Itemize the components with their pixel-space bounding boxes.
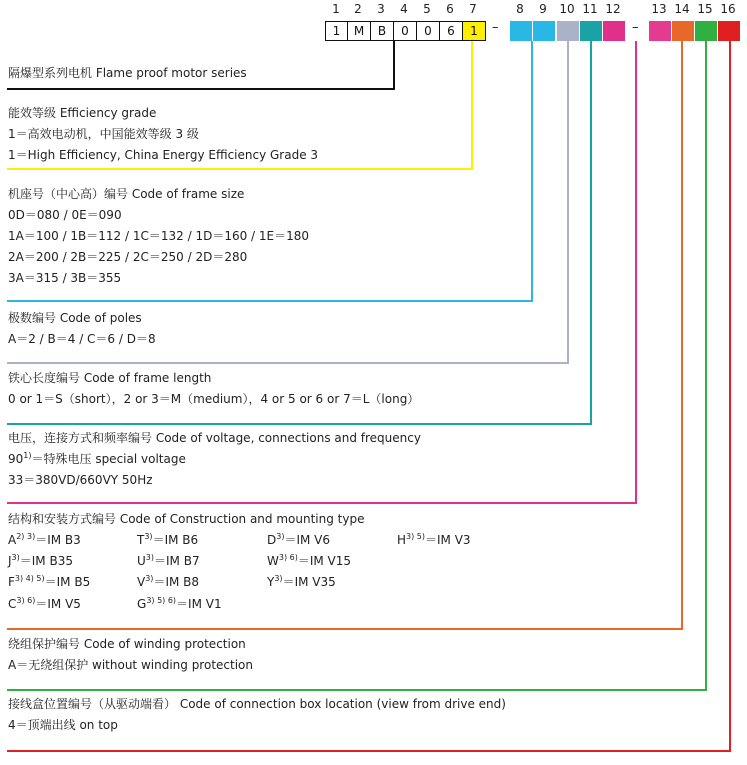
connection-box-line: 4＝顶端出线 on top <box>8 718 118 732</box>
frame-size-line: 1A＝100 / 1B＝112 / 1C＝132 / 1D＝160 / 1E＝180 <box>8 229 310 243</box>
code-box-5: 0 <box>416 21 440 41</box>
position-number-14: 14 <box>674 2 690 16</box>
code-box-3: B <box>370 21 394 41</box>
position-number-8: 8 <box>516 2 524 16</box>
mounting-item: $G^{3) 5) 6)}=IM$ V1 <box>137 596 222 611</box>
connector-voltage-horizontal <box>7 502 637 504</box>
code-box-11 <box>580 21 602 41</box>
frame-size-line: 2A＝200 / 2B＝225 / 2C＝250 / 2D＝280 <box>8 250 248 264</box>
position-number-12: 12 <box>605 2 621 16</box>
winding-title: 绕组保护编号 Code of winding protection <box>8 637 246 651</box>
mounting-item: $D^{3)}=IM$ V6 <box>267 532 331 547</box>
mounting-item: $A^{2) 3)}=IM$ B3 <box>8 532 81 547</box>
code-box-8 <box>510 21 532 41</box>
connector-poles-horizontal <box>7 362 569 364</box>
position-number-1: 1 <box>332 2 340 16</box>
position-number-2: 2 <box>354 2 362 16</box>
voltage-title: 电压，连接方式和频率编号 Code of voltage, connections and frequency <box>8 431 421 445</box>
connector-series-vertical <box>393 41 395 90</box>
code-box-6: 6 <box>439 21 463 41</box>
voltage-special-code: 90 <box>8 452 24 466</box>
position-number-5: 5 <box>423 2 431 16</box>
frame-length-title: 铁心长度编号 Code of frame length <box>8 371 212 385</box>
mounting-item: $F^{3) 4) 5)}=IM$ B5 <box>8 574 91 589</box>
connector-efficiency-horizontal <box>7 168 473 170</box>
frame-size-line: 0D＝080 / 0E＝090 <box>8 208 122 222</box>
dash-separator-2: – <box>632 20 639 35</box>
connector-frame-length-vertical <box>590 41 592 425</box>
position-number-16: 16 <box>720 2 736 16</box>
dash-separator-1: – <box>492 20 499 35</box>
code-box-2: M <box>347 21 371 41</box>
connection-box-title: 接线盒位置编号（从驱动端看） Code of connection box location (view from drive end) <box>8 697 506 711</box>
mounting-item: $Y^{3)}=IM$ V35 <box>267 574 336 589</box>
poles-title: 极数编号 Code of poles <box>8 311 142 325</box>
code-box-15 <box>695 21 717 41</box>
mounting-item: $C^{3) 6)}=IM$ V5 <box>8 596 81 611</box>
position-number-3: 3 <box>377 2 385 16</box>
code-box-16 <box>718 21 740 41</box>
position-number-6: 6 <box>446 2 454 16</box>
connector-winding-vertical <box>705 41 707 691</box>
mounting-item: $V^{3)}=IM$ B8 <box>137 574 200 589</box>
efficiency-line-en: 1＝High Efficiency, China Energy Efficiency Grade 3 <box>8 148 319 162</box>
connector-series-horizontal <box>7 88 395 90</box>
footnote-ref: 1) <box>23 451 32 460</box>
voltage-line: 33＝380VD/660VY 50Hz <box>8 473 153 487</box>
position-number-7: 7 <box>469 2 477 16</box>
mounting-title: 结构和安装方式编号 Code of Construction and mounting type <box>8 512 365 526</box>
code-box-7-efficiency: 1 <box>462 21 486 41</box>
position-number-9: 9 <box>539 2 547 16</box>
frame-size-line: 3A＝315 / 3B＝355 <box>8 271 122 285</box>
code-box-13 <box>649 21 671 41</box>
connector-connection-box-horizontal <box>7 750 731 752</box>
position-number-15: 15 <box>697 2 713 16</box>
connector-winding-horizontal <box>7 689 707 691</box>
code-box-12 <box>603 21 625 41</box>
efficiency-title: 能效等级 Efficiency grade <box>8 106 157 120</box>
connector-poles-vertical <box>567 41 569 364</box>
code-box-1: 1 <box>325 21 348 41</box>
code-box-14 <box>672 21 694 41</box>
position-number-4: 4 <box>400 2 408 16</box>
efficiency-line-cn: 1＝高效电动机，中国能效等级 3 级 <box>8 127 199 141</box>
connector-voltage-vertical <box>635 41 637 504</box>
voltage-special-text: ＝特殊电压 special voltage <box>31 452 186 466</box>
mounting-item: $H^{3) 5)}=IM$ V3 <box>397 532 471 547</box>
frame-size-title: 机座号（中心高）编号 Code of frame size <box>8 187 245 201</box>
mounting-item: $T^{3)}=IM$ B6 <box>137 532 199 547</box>
mounting-item: $W^{3) 6)}=IM$ V15 <box>267 553 352 568</box>
connector-frame-size-horizontal <box>7 300 533 302</box>
connector-efficiency-vertical <box>471 41 473 170</box>
frame-length-line: 0 or 1＝S（short），2 or 3＝M（medium），4 or 5 or 6 or 7＝L（long） <box>8 392 420 406</box>
poles-line: A＝2 / B＝4 / C＝6 / D＝8 <box>8 332 156 346</box>
mounting-item: $U^{3)}=IM$ B7 <box>137 553 200 568</box>
position-number-10: 10 <box>559 2 575 16</box>
winding-line: A＝无绕组保护 without winding protection <box>8 658 253 672</box>
connector-frame-size-vertical <box>531 41 533 302</box>
position-number-11: 11 <box>582 2 598 16</box>
connector-mounting-horizontal <box>7 628 683 630</box>
connector-mounting-vertical <box>681 41 683 630</box>
connector-connection-box-vertical <box>729 41 731 752</box>
code-box-10 <box>557 21 579 41</box>
voltage-special-line <box>8 452 186 466</box>
code-box-9 <box>533 21 555 41</box>
mounting-item: $J^{3)}=IM$ B35 <box>8 553 73 568</box>
code-box-4: 0 <box>393 21 417 41</box>
series-label: 隔爆型系列电机 Flame proof motor series <box>8 66 247 80</box>
connector-frame-length-horizontal <box>7 423 592 425</box>
position-number-13: 13 <box>651 2 667 16</box>
